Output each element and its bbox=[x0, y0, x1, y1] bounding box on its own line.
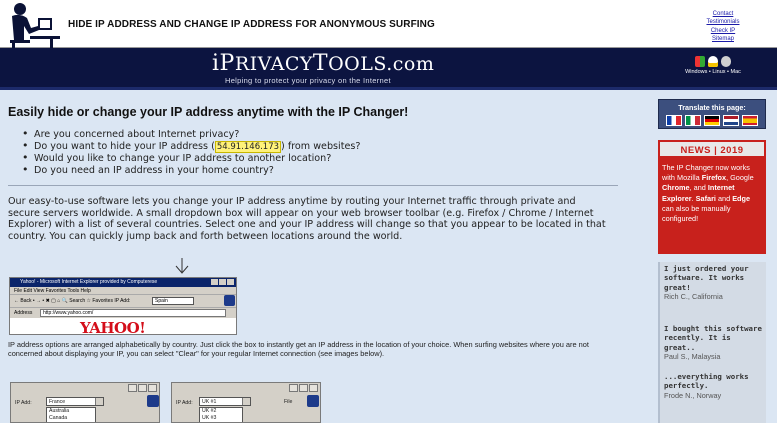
platforms bbox=[678, 56, 748, 75]
globe-icon bbox=[224, 295, 235, 306]
person-at-computer-logo bbox=[0, 0, 62, 48]
country-list bbox=[46, 407, 96, 423]
logo-t: T bbox=[312, 51, 329, 76]
top-header bbox=[0, 0, 777, 48]
browser-menu: File Edit View Favorites Tools Help bbox=[10, 287, 236, 295]
minimize-icon bbox=[211, 279, 218, 285]
close-icon bbox=[227, 279, 234, 285]
news-safari: Safari bbox=[695, 193, 716, 203]
close-icon bbox=[309, 384, 318, 392]
site-logo[interactable] bbox=[212, 51, 434, 76]
logo-i: i bbox=[212, 51, 220, 76]
current-ip-badge: 54.91.146.173 bbox=[216, 141, 280, 152]
translate-title: Translate this page: bbox=[678, 103, 746, 112]
sitemap-link[interactable]: Sitemap bbox=[711, 36, 734, 43]
file-menu-label: File bbox=[284, 399, 293, 405]
ip-select: Spain bbox=[152, 297, 194, 305]
french-flag-icon[interactable] bbox=[666, 115, 682, 126]
windows-icon bbox=[695, 56, 705, 67]
contact-link[interactable]: Contact bbox=[712, 11, 734, 17]
testimonial-quote: ...everything works perfectly. bbox=[664, 372, 749, 391]
logo-p: P bbox=[219, 51, 235, 76]
news-title: NEWS | 2019 bbox=[658, 140, 766, 158]
dutch-flag-icon[interactable] bbox=[723, 115, 739, 126]
news-firefox: Firefox bbox=[701, 173, 727, 183]
testimonial-author: Rich C., California bbox=[664, 292, 723, 302]
mac-icon bbox=[721, 56, 731, 67]
logo-ools: OOLS bbox=[328, 53, 387, 75]
list-item: UK #3 bbox=[202, 415, 217, 421]
country-select bbox=[46, 397, 104, 406]
news-text: can also be manually configured! bbox=[662, 203, 731, 224]
minimize-icon bbox=[128, 384, 137, 392]
toolbar-text: ← Back • → • ✖ ▢ ⌂ 🔍 Search ☆ Favorites IP Add: bbox=[14, 298, 131, 304]
list-item: • Would you like to change your IP address to another location? bbox=[22, 153, 620, 165]
site-banner bbox=[0, 48, 777, 90]
spanish-flag-icon[interactable] bbox=[742, 115, 758, 126]
selected-country: France bbox=[49, 399, 66, 405]
browser-screenshot bbox=[9, 277, 237, 335]
country-list bbox=[199, 407, 243, 423]
german-flag-icon[interactable] bbox=[704, 115, 720, 126]
intro-paragraph: Our easy-to-use software lets you change your IP address anytime by routing your Internet traffic through private and secure servers worldwide. A small dropdown box will appear on your web browser toolbar (e.g. Firefox / Chrome / Internet Explorer) with a list of several countries. Select one and your IP address will change so that you appear to be located in that country. You can quickly jump back and forth between locations around the world. bbox=[8, 196, 606, 242]
dropdown-screenshot-1 bbox=[10, 382, 160, 423]
q2-text-post: ) from websites? bbox=[281, 140, 361, 152]
ip-add-label: IP Add: bbox=[176, 400, 193, 406]
news-body bbox=[658, 158, 766, 229]
globe-icon bbox=[147, 395, 159, 407]
news-box bbox=[658, 140, 766, 254]
question-list bbox=[22, 129, 620, 176]
list-item: • Do you need an IP address in your home country? bbox=[22, 165, 620, 177]
testimonial-author: Frode N., Norway bbox=[664, 390, 722, 400]
news-text: , Google bbox=[726, 173, 754, 183]
chevron-down-icon bbox=[95, 398, 103, 405]
divider bbox=[8, 185, 618, 186]
close-icon bbox=[148, 384, 157, 392]
dropdown-screenshot-2 bbox=[171, 382, 321, 423]
news-text: and bbox=[715, 193, 733, 203]
maximize-icon bbox=[299, 384, 308, 392]
news-chrome: Chrome bbox=[662, 183, 690, 193]
testimonial-author: Paul S., Malaysia bbox=[664, 352, 721, 362]
main-content bbox=[8, 105, 620, 359]
yahoo-logo: YAHOO! bbox=[80, 319, 146, 335]
site-tagline: Helping to protect your privacy on the Internet bbox=[225, 76, 391, 85]
selected-country: UK #1 bbox=[202, 399, 217, 405]
down-arrow-icon bbox=[175, 258, 189, 274]
url-field: http://www.yahoo.com/ bbox=[40, 309, 226, 317]
list-item: Canada bbox=[49, 415, 68, 421]
browser-title: Yahoo! - Microsoft Internet Explorer provided by Computerese bbox=[20, 279, 158, 285]
ip-add-label: IP Add: bbox=[15, 400, 32, 406]
translate-box bbox=[658, 99, 766, 129]
address-label: Address bbox=[14, 310, 33, 316]
maximize-icon bbox=[219, 279, 226, 285]
news-edge: Edge bbox=[732, 193, 751, 203]
page-headline: HIDE IP ADDRESS AND CHANGE IP ADDRESS FOR ANONYMOUS SURFING bbox=[68, 19, 435, 30]
browser-page bbox=[10, 318, 237, 335]
testimonial-card bbox=[658, 262, 766, 322]
testimonial-quote: I just ordered your software. It works great! bbox=[664, 264, 749, 292]
linux-icon bbox=[708, 56, 718, 67]
news-text: . bbox=[691, 193, 696, 203]
check-ip-link[interactable]: Check IP bbox=[710, 27, 736, 34]
italian-flag-icon[interactable] bbox=[685, 115, 701, 126]
list-item: Australia bbox=[49, 408, 70, 414]
testimonials-link[interactable]: Testimonials bbox=[706, 19, 740, 26]
page-title: Easily hide or change your IP address anytime with the IP Changer! bbox=[8, 105, 409, 119]
testimonial-quote: I bought this software recently. It is great.. bbox=[664, 324, 762, 352]
platforms-label: Windows • Linux • Mac bbox=[685, 69, 741, 75]
browser-toolbar bbox=[10, 295, 236, 307]
testimonial-card bbox=[658, 322, 766, 370]
globe-icon bbox=[307, 395, 319, 407]
list-item: • Are you concerned about Internet privacy? bbox=[22, 129, 620, 141]
chevron-down-icon bbox=[242, 398, 250, 405]
options-paragraph: IP address options are arranged alphabetically by country. Just click the box to instantly get an IP address in the location of your choice. When surfing websites where you are not concerned about displaying your IP, you can select "Clear" for your regular Internet connection (see images below). bbox=[8, 340, 589, 359]
list-item bbox=[22, 141, 620, 154]
testimonial-card bbox=[658, 370, 766, 423]
address-bar bbox=[10, 307, 236, 317]
maximize-icon bbox=[138, 384, 147, 392]
flag-list bbox=[659, 115, 765, 126]
browser-title-bar bbox=[10, 278, 236, 287]
logo-rivacy: RIVACY bbox=[234, 53, 313, 75]
list-item: UK #2 bbox=[202, 408, 217, 414]
minimize-icon bbox=[289, 384, 298, 392]
news-text: The IP Changer now works with Mozilla bbox=[662, 163, 750, 183]
q2-text-pre: Do you want to hide your IP address ( bbox=[34, 140, 215, 152]
news-ie: Internet Explorer bbox=[662, 183, 735, 203]
news-text: , and bbox=[689, 183, 708, 193]
top-links bbox=[690, 10, 756, 44]
logo-com: .com bbox=[386, 53, 435, 75]
country-select bbox=[199, 397, 251, 406]
